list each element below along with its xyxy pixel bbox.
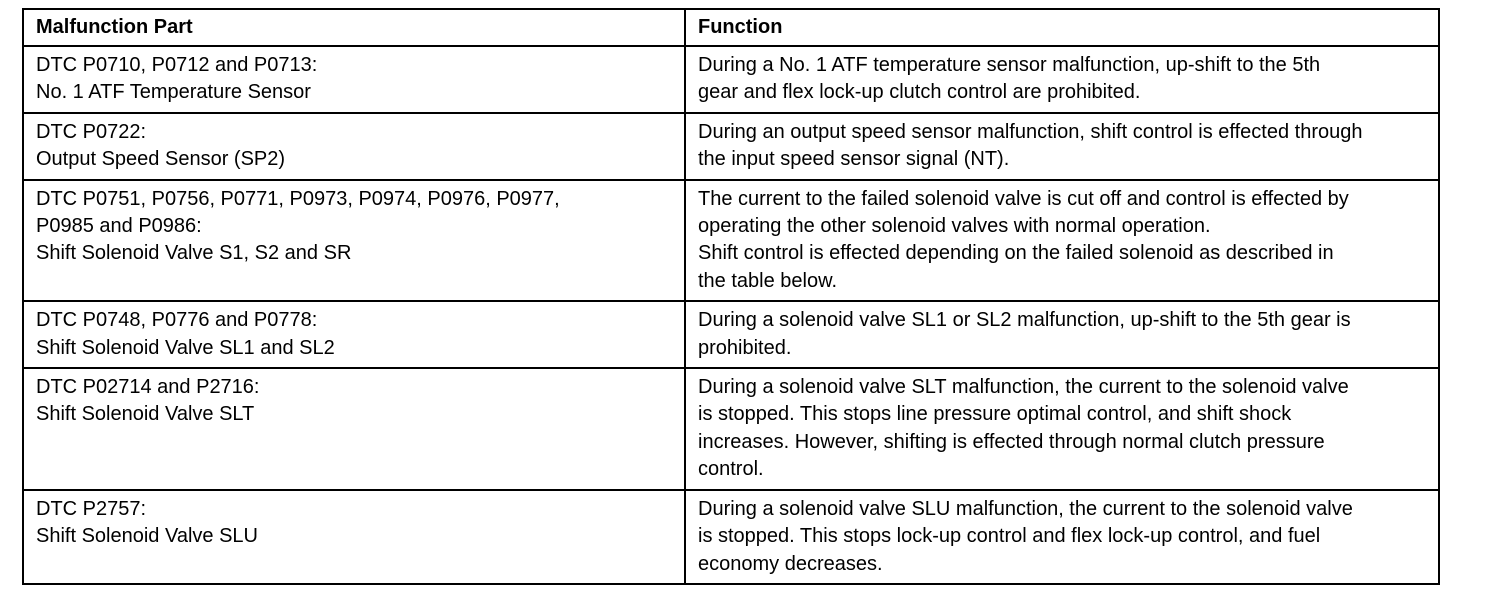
header-malfunction-part: Malfunction Part <box>24 10 686 45</box>
cell-line: DTC P0710, P0712 and P0713: <box>36 54 318 76</box>
table-row <box>24 491 1438 583</box>
cell-line: Output Speed Sensor (SP2) <box>36 148 286 171</box>
function-cell <box>686 47 1438 112</box>
table-row <box>24 114 1438 181</box>
cell-line: No. 1 ATF Temperature Sensor <box>36 81 311 104</box>
cell-line: Shift Solenoid Valve SLT <box>36 403 255 426</box>
cell-line: During a solenoid valve SL1 or SL2 malfunction, up-shift to the 5th gear is <box>698 309 1351 332</box>
cell-line: Shift Solenoid Valve SLU <box>36 525 258 548</box>
cell-line: During a No. 1 ATF temperature sensor malfunction, up-shift to the 5th <box>698 54 1321 76</box>
function-cell <box>686 491 1438 583</box>
cell-line: DTC P02714 and P2716: <box>36 376 260 399</box>
cell-line: Shift Solenoid Valve S1, S2 and SR <box>36 242 352 265</box>
malfunction-function-table <box>22 8 1440 585</box>
cell-line: the table below. <box>698 269 837 292</box>
table-header-row <box>24 10 1438 47</box>
cell-line: DTC P0751, P0756, P0771, P0973, P0974, P0976, P0977, <box>36 187 560 210</box>
cell-line: is stopped. This stops lock-up control and flex lock-up control, and fuel <box>698 525 1321 548</box>
function-cell <box>686 369 1438 489</box>
table-row <box>24 181 1438 303</box>
cell-line: During a solenoid valve SLU malfunction, the current to the solenoid valve <box>698 497 1353 520</box>
cell-line: DTC P2757: <box>36 497 147 520</box>
malfunction-part-cell <box>24 47 686 112</box>
cell-line: DTC P0722: <box>36 120 147 143</box>
cell-line: operating the other solenoid valves with normal operation. <box>698 215 1211 238</box>
cell-line: During a solenoid valve SLT malfunction, the current to the solenoid valve <box>698 376 1349 399</box>
cell-line: is stopped. This stops line pressure optimal control, and shift shock <box>698 403 1292 426</box>
cell-line: DTC P0748, P0776 and P0778: <box>36 309 318 332</box>
cell-line: economy decreases. <box>698 552 883 575</box>
header-function: Function <box>698 16 783 38</box>
cell-line: prohibited. <box>698 336 792 359</box>
malfunction-part-cell <box>24 181 686 301</box>
function-cell <box>686 114 1438 179</box>
cell-line: the input speed sensor signal (NT). <box>698 148 1010 171</box>
cell-line: The current to the failed solenoid valve is cut off and control is effected by <box>698 187 1349 210</box>
cell-line: P0985 and P0986: <box>36 215 202 238</box>
function-cell <box>686 302 1438 367</box>
malfunction-part-cell <box>24 302 686 367</box>
cell-line: Shift Solenoid Valve SL1 and SL2 <box>36 336 335 359</box>
cell-line: increases. However, shifting is effected through normal clutch pressure <box>698 430 1325 453</box>
cell-line: Shift control is effected depending on the failed solenoid as described in <box>698 242 1334 265</box>
cell-line: gear and flex lock-up clutch control are prohibited. <box>698 81 1141 104</box>
cell-line: control. <box>698 458 764 481</box>
table-row <box>24 302 1438 369</box>
cell-line: During an output speed sensor malfunction, shift control is effected through <box>698 120 1363 143</box>
malfunction-part-cell <box>24 369 686 489</box>
table-row <box>24 369 1438 491</box>
malfunction-part-cell <box>24 491 686 583</box>
table-row <box>24 47 1438 114</box>
malfunction-part-cell <box>24 114 686 179</box>
function-cell <box>686 181 1438 301</box>
